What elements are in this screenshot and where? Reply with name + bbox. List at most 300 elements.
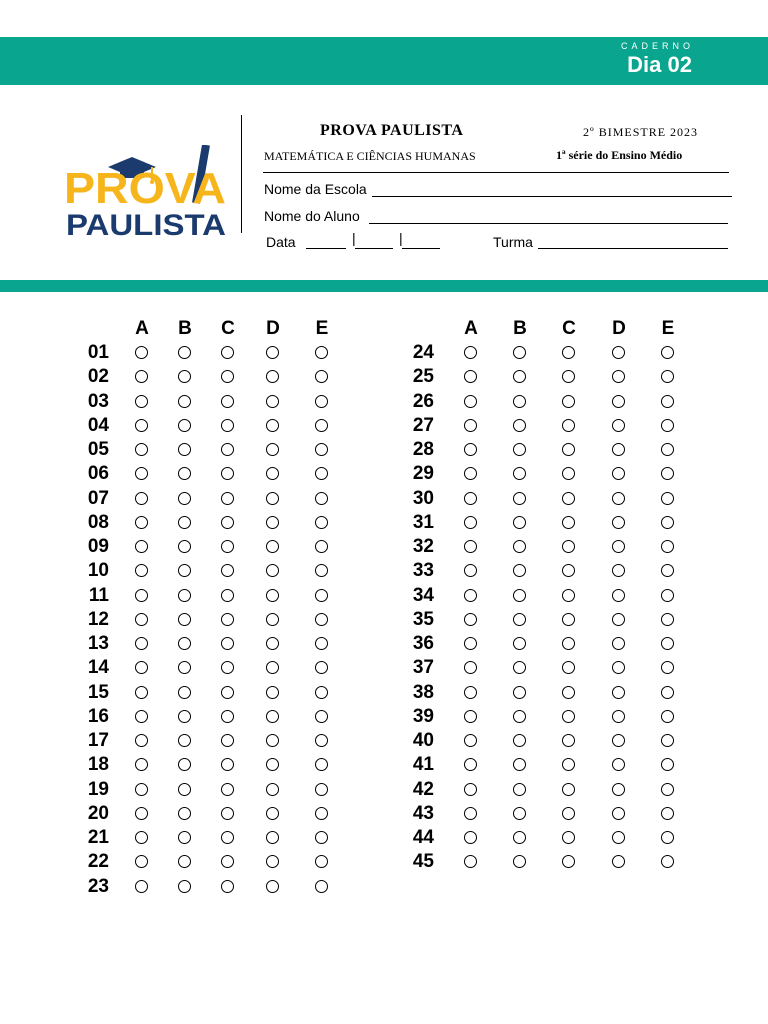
bubble-option-c[interactable]	[562, 467, 575, 480]
bubble-option-b[interactable]	[178, 540, 191, 553]
header-divider	[241, 115, 242, 233]
option-header-d: D	[612, 318, 626, 339]
bubble-option-b[interactable]	[178, 880, 191, 893]
bubble-option-a[interactable]	[135, 807, 148, 820]
header-title: PROVA PAULISTA	[320, 122, 464, 139]
bubble-option-a[interactable]	[464, 807, 477, 820]
turma-label: Turma	[493, 234, 533, 250]
bubble-option-e[interactable]	[661, 564, 674, 577]
bubble-option-c[interactable]	[562, 419, 575, 432]
bubble-option-d[interactable]	[266, 467, 279, 480]
bubble-option-c[interactable]	[221, 516, 234, 529]
bubble-option-d[interactable]	[266, 807, 279, 820]
bubble-option-e[interactable]	[315, 661, 328, 674]
bubble-option-c[interactable]	[562, 855, 575, 868]
bubble-option-a[interactable]	[135, 880, 148, 893]
bubble-option-e[interactable]	[315, 758, 328, 771]
bubble-option-d[interactable]	[266, 661, 279, 674]
bubble-option-e[interactable]	[661, 419, 674, 432]
bubble-option-d[interactable]	[266, 419, 279, 432]
bubble-option-b[interactable]	[178, 613, 191, 626]
bubble-option-e[interactable]	[661, 855, 674, 868]
question-number: 04	[87, 414, 109, 436]
bubble-option-e[interactable]	[315, 613, 328, 626]
bubble-option-c[interactable]	[562, 346, 575, 359]
bubble-option-c[interactable]	[221, 613, 234, 626]
question-number: 33	[412, 560, 434, 582]
bubble-option-e[interactable]	[661, 637, 674, 650]
escola-input-line[interactable]	[372, 196, 732, 197]
bubble-option-d[interactable]	[612, 395, 625, 408]
bubble-option-d[interactable]	[612, 831, 625, 844]
question-number: 29	[412, 463, 434, 485]
bubble-option-a[interactable]	[135, 831, 148, 844]
bubble-option-d[interactable]	[612, 613, 625, 626]
bubble-option-a[interactable]	[135, 370, 148, 383]
question-number: 31	[412, 511, 434, 533]
bubble-option-e[interactable]	[315, 783, 328, 796]
bubble-option-b[interactable]	[513, 637, 526, 650]
bubble-option-a[interactable]	[135, 492, 148, 505]
top-band	[0, 37, 768, 85]
bubble-option-e[interactable]	[661, 370, 674, 383]
bubble-option-e[interactable]	[315, 395, 328, 408]
bubble-option-c[interactable]	[562, 443, 575, 456]
question-number: 44	[412, 827, 434, 848]
bubble-option-a[interactable]	[135, 855, 148, 868]
bubble-option-b[interactable]	[178, 516, 191, 529]
bubble-option-b[interactable]	[178, 564, 191, 577]
bubble-option-b[interactable]	[178, 783, 191, 796]
bubble-option-a[interactable]	[135, 564, 148, 577]
question-number: 13	[87, 633, 109, 654]
bubble-option-a[interactable]	[464, 564, 477, 577]
bubble-option-e[interactable]	[661, 758, 674, 771]
logo-line2: PAULISTA	[66, 209, 226, 241]
bubble-option-c[interactable]	[221, 686, 234, 699]
bubble-option-b[interactable]	[513, 710, 526, 723]
option-header-a: A	[135, 318, 149, 339]
bubble-option-e[interactable]	[315, 589, 328, 602]
bubble-option-a[interactable]	[135, 613, 148, 626]
question-number: 11	[88, 584, 109, 606]
bubble-option-d[interactable]	[266, 758, 279, 771]
question-number: 22	[87, 851, 109, 873]
question-number: 40	[412, 730, 434, 751]
bubble-option-b[interactable]	[513, 467, 526, 480]
bubble-option-b[interactable]	[513, 492, 526, 505]
bubble-option-d[interactable]	[266, 346, 279, 359]
header-rule	[263, 172, 729, 173]
bubble-option-d[interactable]	[612, 637, 625, 650]
bubble-option-a[interactable]	[135, 734, 148, 747]
bubble-option-c[interactable]	[562, 540, 575, 553]
bubble-option-d[interactable]	[612, 855, 625, 868]
bubble-option-c[interactable]	[221, 564, 234, 577]
bubble-option-b[interactable]	[513, 589, 526, 602]
bubble-option-e[interactable]	[661, 589, 674, 602]
bubble-option-b[interactable]	[513, 783, 526, 796]
caderno-label: CADERNO	[620, 41, 694, 51]
bubble-option-c[interactable]	[221, 467, 234, 480]
bubble-option-b[interactable]	[513, 807, 526, 820]
question-number: 38	[412, 681, 434, 703]
bubble-option-d[interactable]	[612, 758, 625, 771]
bubble-option-b[interactable]	[178, 492, 191, 505]
aluno-input-line[interactable]	[369, 223, 728, 224]
bubble-option-e[interactable]	[315, 419, 328, 432]
bubble-option-e[interactable]	[315, 540, 328, 553]
bubble-option-d[interactable]	[266, 395, 279, 408]
bubble-option-d[interactable]	[266, 516, 279, 529]
question-number: 16	[87, 705, 109, 727]
bubble-option-c[interactable]	[562, 710, 575, 723]
question-number: 26	[412, 390, 434, 412]
question-number: 21	[87, 827, 109, 848]
question-number: 37	[412, 657, 434, 679]
bubble-option-c[interactable]	[562, 613, 575, 626]
date-year-line[interactable]	[402, 248, 440, 249]
question-number: 42	[412, 778, 434, 800]
bubble-option-e[interactable]	[661, 346, 674, 359]
bubble-option-d[interactable]	[612, 589, 625, 602]
question-number: 03	[87, 390, 109, 412]
bubble-option-d[interactable]	[612, 564, 625, 577]
bubble-option-e[interactable]	[661, 661, 674, 674]
question-number: 01	[87, 342, 109, 363]
question-number: 41	[412, 754, 434, 776]
bubble-option-e[interactable]	[661, 443, 674, 456]
bubble-option-c[interactable]	[221, 734, 234, 747]
bubble-option-b[interactable]	[178, 395, 191, 408]
prova-paulista-logo	[64, 145, 232, 241]
bubble-option-c[interactable]	[221, 443, 234, 456]
bubble-option-a[interactable]	[464, 855, 477, 868]
bubble-option-c[interactable]	[562, 734, 575, 747]
bubble-option-c[interactable]	[562, 492, 575, 505]
option-header-e: E	[661, 318, 675, 339]
bubble-option-a[interactable]	[135, 346, 148, 359]
bubble-option-e[interactable]	[315, 443, 328, 456]
date-separator-2: |	[399, 230, 403, 246]
bubble-option-d[interactable]	[266, 370, 279, 383]
question-number: 23	[87, 875, 109, 897]
bubble-option-e[interactable]	[315, 516, 328, 529]
bubble-option-d[interactable]	[612, 734, 625, 747]
question-number: 24	[412, 342, 434, 363]
option-header-c: C	[221, 318, 235, 339]
bubble-option-c[interactable]	[221, 783, 234, 796]
bubble-option-a[interactable]	[464, 492, 477, 505]
question-number: 28	[412, 439, 434, 460]
bubble-option-c[interactable]	[562, 516, 575, 529]
bubble-option-d[interactable]	[266, 686, 279, 699]
bubble-option-e[interactable]	[661, 807, 674, 820]
bubble-option-a[interactable]	[464, 783, 477, 796]
bubble-option-a[interactable]	[464, 540, 477, 553]
bubble-option-b[interactable]	[513, 540, 526, 553]
bubble-option-c[interactable]	[562, 589, 575, 602]
escola-label: Nome da Escola	[264, 181, 367, 197]
bubble-option-a[interactable]	[464, 686, 477, 699]
bubble-option-c[interactable]	[221, 661, 234, 674]
bubble-option-d[interactable]	[266, 443, 279, 456]
bubble-option-c[interactable]	[562, 758, 575, 771]
bubble-option-d[interactable]	[612, 807, 625, 820]
bubble-option-c[interactable]	[562, 807, 575, 820]
bubble-option-e[interactable]	[315, 637, 328, 650]
bubble-option-c[interactable]	[221, 637, 234, 650]
bubble-option-e[interactable]	[661, 686, 674, 699]
question-number: 45	[412, 851, 434, 873]
bubble-option-a[interactable]	[464, 467, 477, 480]
header-serie: 1ª série do Ensino Médio	[556, 148, 683, 162]
bubble-option-c[interactable]	[221, 419, 234, 432]
bubble-option-e[interactable]	[315, 564, 328, 577]
bubble-option-a[interactable]	[135, 419, 148, 432]
bubble-option-a[interactable]	[135, 710, 148, 723]
question-number: 20	[87, 802, 109, 824]
bubble-option-b[interactable]	[178, 637, 191, 650]
question-number: 10	[87, 560, 109, 582]
question-number: 08	[87, 511, 109, 533]
bubble-option-a[interactable]	[135, 395, 148, 408]
bubble-option-d[interactable]	[612, 686, 625, 699]
bubble-option-d[interactable]	[266, 637, 279, 650]
option-header-b: B	[513, 318, 527, 339]
bubble-option-d[interactable]	[266, 492, 279, 505]
option-header-a: A	[464, 318, 478, 339]
bubble-option-e[interactable]	[661, 831, 674, 844]
bubble-option-d[interactable]	[612, 443, 625, 456]
bubble-option-b[interactable]	[178, 661, 191, 674]
caderno-day: Dia 02	[627, 52, 692, 77]
bubble-option-d[interactable]	[266, 589, 279, 602]
question-number: 34	[412, 584, 434, 606]
bubble-option-d[interactable]	[612, 419, 625, 432]
bubble-option-b[interactable]	[513, 734, 526, 747]
date-separator-1: |	[352, 230, 356, 246]
bubble-option-e[interactable]	[315, 831, 328, 844]
question-number: 18	[87, 754, 109, 776]
bubble-option-b[interactable]	[513, 758, 526, 771]
question-number: 25	[412, 366, 434, 388]
bubble-option-e[interactable]	[315, 855, 328, 868]
bubble-option-b[interactable]	[513, 564, 526, 577]
question-number: 35	[412, 608, 434, 630]
bubble-option-b[interactable]	[513, 443, 526, 456]
question-number: 07	[87, 487, 109, 509]
bubble-option-c[interactable]	[221, 346, 234, 359]
bubble-option-e[interactable]	[315, 467, 328, 480]
bubble-option-c[interactable]	[221, 807, 234, 820]
bubble-option-a[interactable]	[464, 370, 477, 383]
bubble-option-a[interactable]	[464, 419, 477, 432]
logo-line1: PROVA	[64, 164, 226, 213]
bubble-option-a[interactable]	[135, 516, 148, 529]
option-header-c: C	[562, 318, 576, 339]
bubble-option-c[interactable]	[562, 395, 575, 408]
header-bimestre: 2º BIMESTRE 2023	[583, 125, 699, 139]
bubble-option-d[interactable]	[612, 346, 625, 359]
bubble-option-a[interactable]	[464, 758, 477, 771]
bubble-option-a[interactable]	[135, 783, 148, 796]
bubble-option-c[interactable]	[221, 831, 234, 844]
bubble-option-b[interactable]	[178, 734, 191, 747]
bubble-option-d[interactable]	[612, 370, 625, 383]
bubble-option-a[interactable]	[464, 346, 477, 359]
bubble-option-c[interactable]	[221, 370, 234, 383]
bubble-option-c[interactable]	[221, 855, 234, 868]
bubble-option-a[interactable]	[464, 637, 477, 650]
bubble-option-b[interactable]	[178, 346, 191, 359]
bubble-option-a[interactable]	[135, 589, 148, 602]
bubble-option-b[interactable]	[513, 419, 526, 432]
bubble-option-b[interactable]	[513, 370, 526, 383]
bubble-option-c[interactable]	[562, 686, 575, 699]
bubble-option-d[interactable]	[612, 710, 625, 723]
bubble-option-b[interactable]	[178, 855, 191, 868]
bubble-option-d[interactable]	[266, 880, 279, 893]
middle-band	[0, 280, 768, 292]
bubble-option-a[interactable]	[464, 589, 477, 602]
bubble-option-e[interactable]	[315, 492, 328, 505]
bubble-option-e[interactable]	[661, 613, 674, 626]
bubble-option-d[interactable]	[266, 855, 279, 868]
bubble-option-d[interactable]	[266, 783, 279, 796]
question-number: 12	[87, 608, 109, 630]
bubble-option-a[interactable]	[464, 734, 477, 747]
question-number: 27	[412, 414, 434, 436]
bubble-option-d[interactable]	[612, 516, 625, 529]
bubble-option-d[interactable]	[266, 564, 279, 577]
bubble-option-a[interactable]	[464, 831, 477, 844]
bubble-option-b[interactable]	[178, 686, 191, 699]
bubble-option-e[interactable]	[315, 710, 328, 723]
bubble-option-b[interactable]	[513, 346, 526, 359]
question-number: 17	[87, 730, 109, 751]
bubble-option-a[interactable]	[135, 443, 148, 456]
bubble-option-b[interactable]	[178, 467, 191, 480]
question-number: 39	[412, 705, 434, 727]
turma-input-line[interactable]	[538, 248, 728, 249]
bubble-option-e[interactable]	[315, 346, 328, 359]
bubble-option-c[interactable]	[221, 540, 234, 553]
bubble-option-b[interactable]	[178, 758, 191, 771]
question-number: 15	[87, 681, 109, 703]
date-month-line[interactable]	[355, 248, 393, 249]
bubble-option-b[interactable]	[513, 516, 526, 529]
bubble-option-c[interactable]	[562, 831, 575, 844]
bubble-option-c[interactable]	[562, 661, 575, 674]
bubble-option-a[interactable]	[135, 467, 148, 480]
bubble-option-d[interactable]	[612, 783, 625, 796]
data-label: Data	[266, 234, 296, 250]
bubble-option-b[interactable]	[178, 807, 191, 820]
bubble-option-c[interactable]	[562, 564, 575, 577]
question-number: 14	[87, 657, 109, 679]
bubble-option-e[interactable]	[315, 880, 328, 893]
question-number: 36	[412, 633, 434, 654]
bubble-option-b[interactable]	[513, 855, 526, 868]
bubble-option-b[interactable]	[178, 589, 191, 602]
bubble-option-b[interactable]	[178, 831, 191, 844]
bubble-option-d[interactable]	[266, 734, 279, 747]
bubble-option-d[interactable]	[612, 540, 625, 553]
question-number: 02	[87, 366, 109, 388]
bubble-option-a[interactable]	[135, 637, 148, 650]
bubble-option-e[interactable]	[661, 783, 674, 796]
bubble-option-b[interactable]	[513, 613, 526, 626]
bubble-option-c[interactable]	[562, 783, 575, 796]
aluno-label: Nome do Aluno	[264, 208, 360, 224]
bubble-option-e[interactable]	[661, 516, 674, 529]
bubble-option-b[interactable]	[513, 831, 526, 844]
bubble-option-a[interactable]	[135, 686, 148, 699]
question-number: 09	[87, 536, 109, 557]
bubble-option-e[interactable]	[661, 467, 674, 480]
bubble-option-e[interactable]	[315, 370, 328, 383]
bubble-option-c[interactable]	[221, 880, 234, 893]
bubble-option-b[interactable]	[178, 443, 191, 456]
bubble-option-d[interactable]	[266, 710, 279, 723]
bubble-option-a[interactable]	[464, 661, 477, 674]
question-number: 32	[412, 536, 434, 557]
bubble-option-e[interactable]	[661, 492, 674, 505]
bubble-option-a[interactable]	[464, 395, 477, 408]
bubble-option-d[interactable]	[266, 540, 279, 553]
option-header-d: D	[266, 318, 280, 339]
bubble-option-e[interactable]	[315, 734, 328, 747]
bubble-option-c[interactable]	[562, 637, 575, 650]
bubble-option-a[interactable]	[464, 516, 477, 529]
bubble-option-a[interactable]	[464, 613, 477, 626]
bubble-option-c[interactable]	[221, 758, 234, 771]
bubble-option-b[interactable]	[178, 419, 191, 432]
bubble-option-a[interactable]	[464, 710, 477, 723]
bubble-option-a[interactable]	[135, 661, 148, 674]
date-day-line[interactable]	[306, 248, 346, 249]
bubble-option-e[interactable]	[661, 395, 674, 408]
bubble-option-a[interactable]	[135, 758, 148, 771]
bubble-option-b[interactable]	[513, 395, 526, 408]
bubble-option-d[interactable]	[266, 613, 279, 626]
bubble-option-c[interactable]	[221, 492, 234, 505]
bubble-option-e[interactable]	[661, 734, 674, 747]
bubble-option-b[interactable]	[513, 686, 526, 699]
bubble-option-d[interactable]	[612, 467, 625, 480]
bubble-option-b[interactable]	[178, 370, 191, 383]
bubble-option-e[interactable]	[661, 540, 674, 553]
bubble-option-a[interactable]	[464, 443, 477, 456]
question-number: 30	[412, 487, 434, 509]
bubble-option-b[interactable]	[513, 661, 526, 674]
bubble-option-d[interactable]	[612, 661, 625, 674]
bubble-option-c[interactable]	[221, 395, 234, 408]
bubble-option-e[interactable]	[315, 807, 328, 820]
bubble-option-e[interactable]	[315, 686, 328, 699]
bubble-option-d[interactable]	[266, 831, 279, 844]
bubble-option-a[interactable]	[135, 540, 148, 553]
bubble-option-c[interactable]	[562, 370, 575, 383]
bubble-option-e[interactable]	[661, 710, 674, 723]
bubble-option-c[interactable]	[221, 589, 234, 602]
bubble-option-d[interactable]	[612, 492, 625, 505]
header-subject: MATEMÁTICA E CIÊNCIAS HUMANAS	[264, 149, 476, 163]
question-number: 06	[87, 463, 109, 485]
bubble-option-b[interactable]	[178, 710, 191, 723]
bubble-option-c[interactable]	[221, 710, 234, 723]
